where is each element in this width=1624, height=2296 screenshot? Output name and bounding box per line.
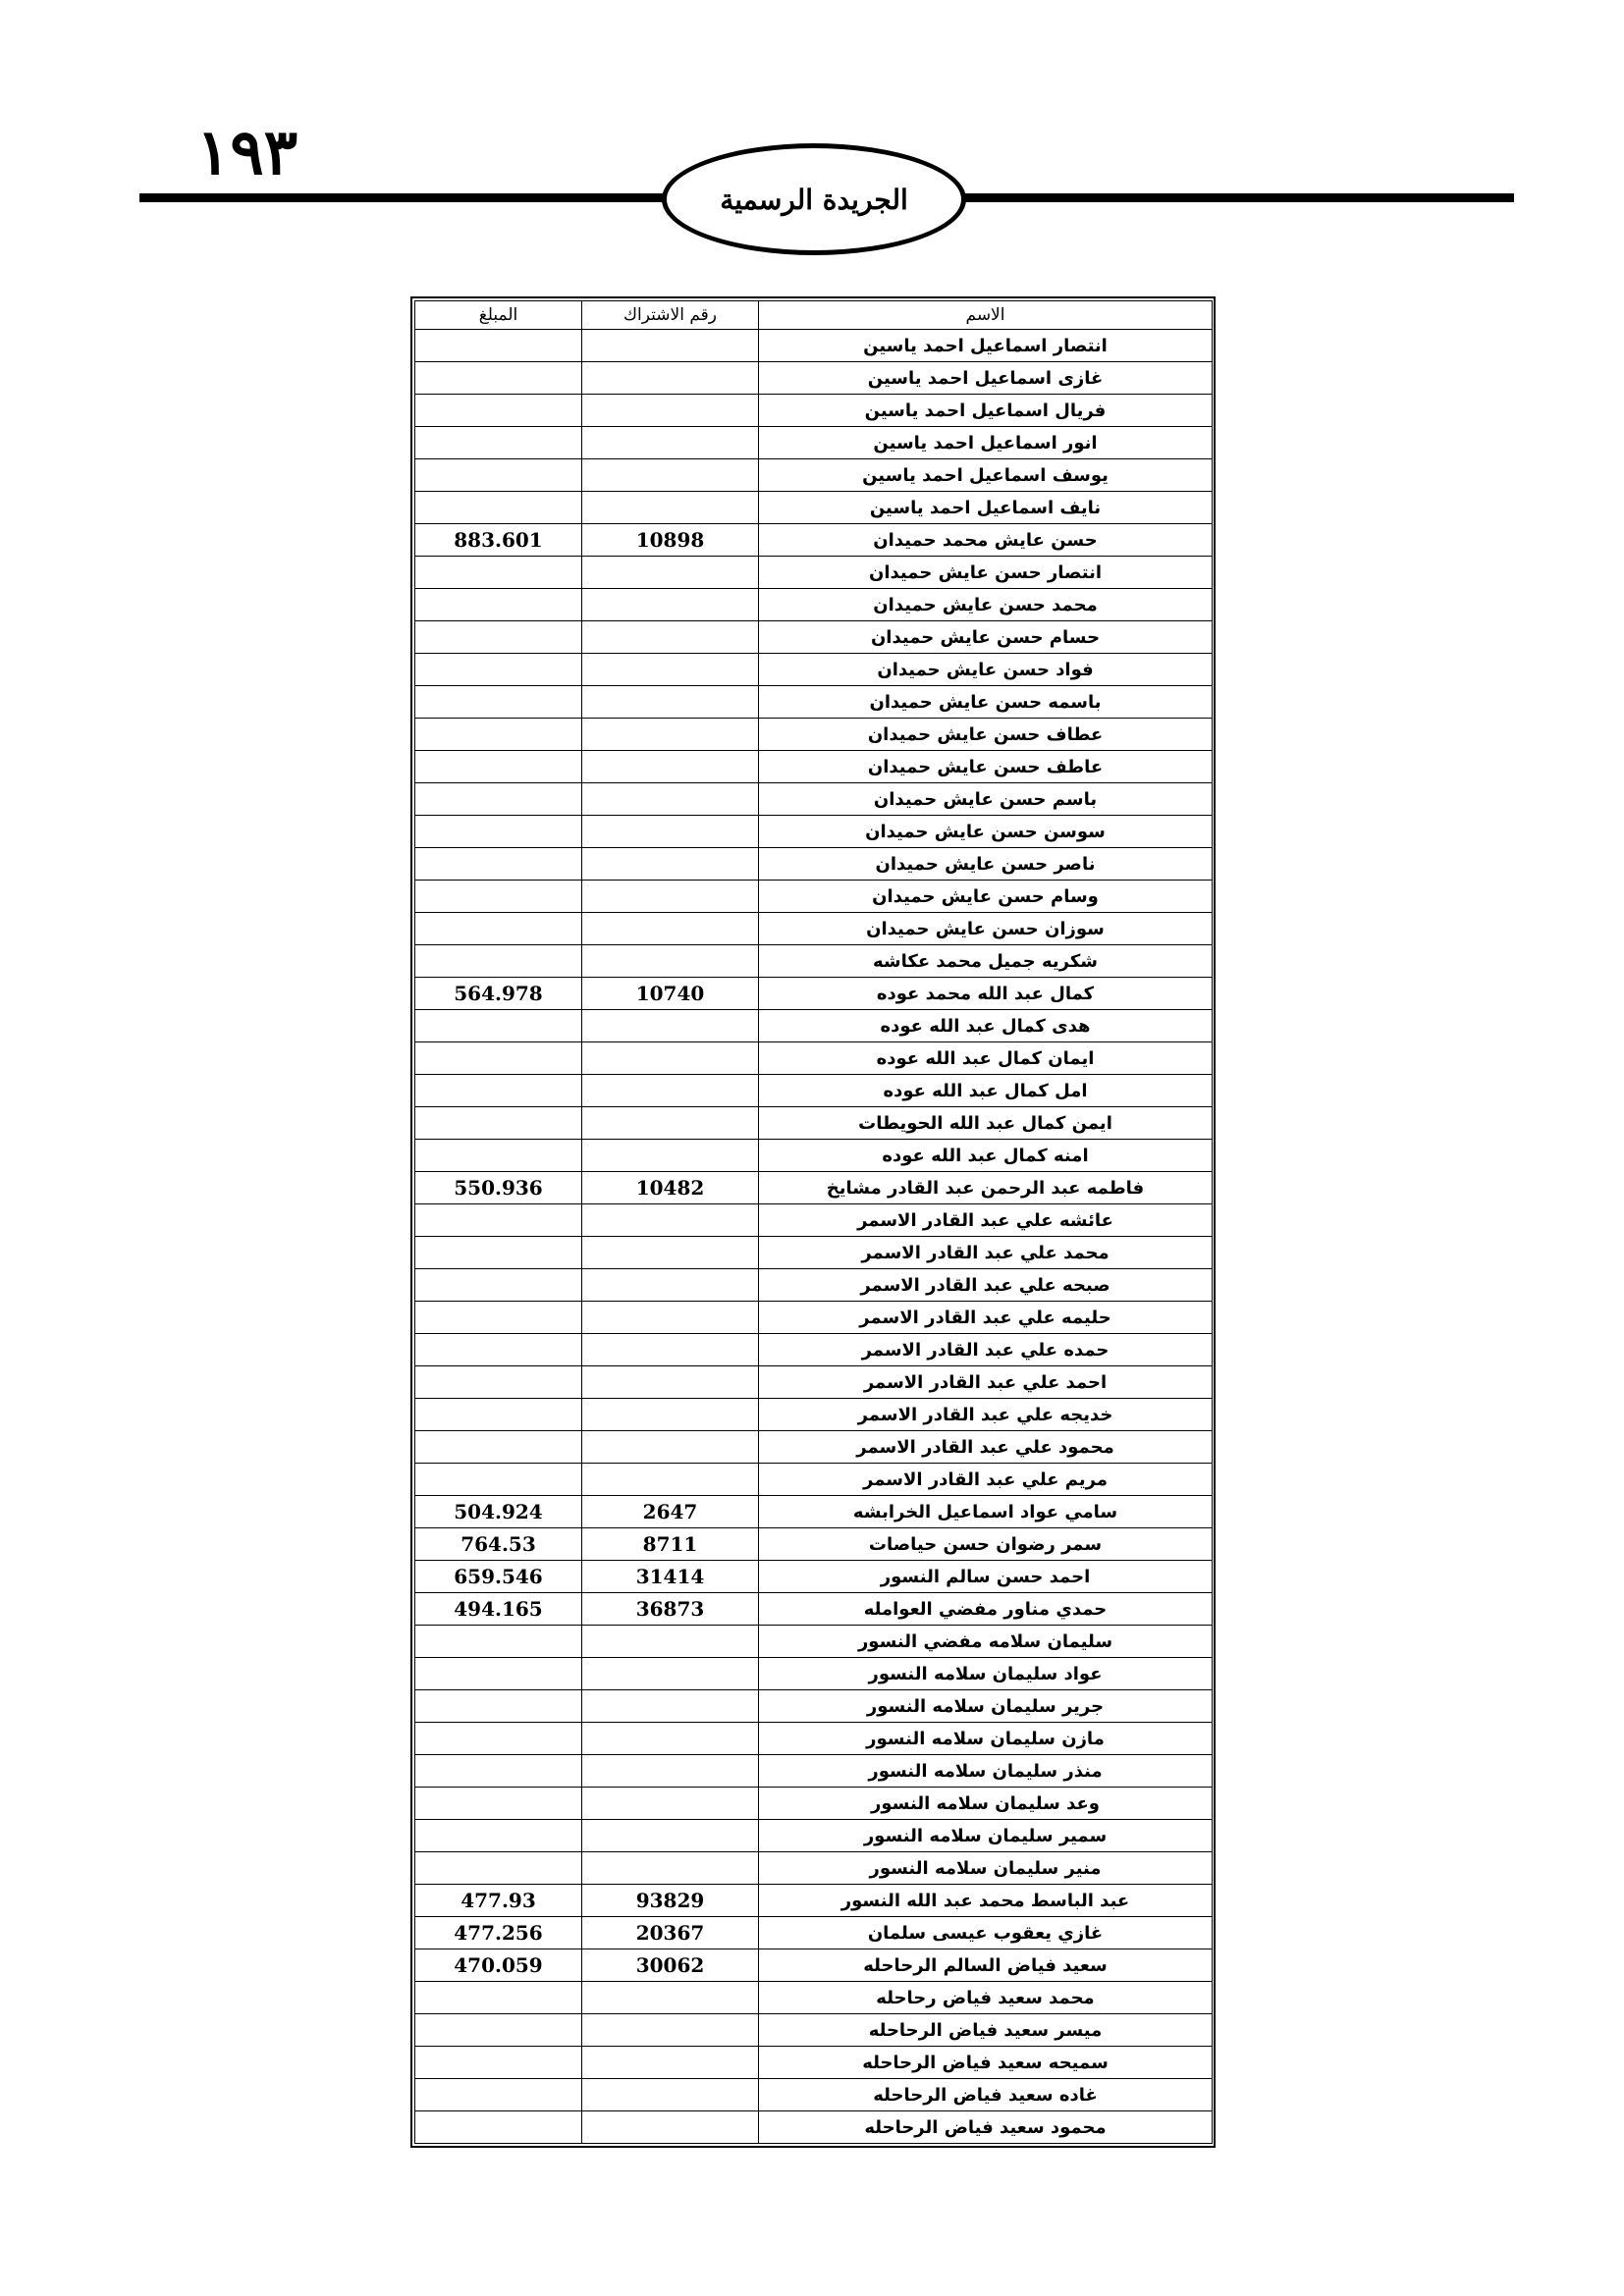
cell-name: عواد سليمان سلامه النسور bbox=[759, 1658, 1213, 1690]
cell-amount bbox=[415, 2014, 582, 2047]
cell-amount: 477.256 bbox=[415, 1917, 582, 1949]
table-row bbox=[415, 459, 1213, 492]
cell-name: غازي يعقوب عيسى سلمان bbox=[759, 1917, 1213, 1949]
cell-name: هدى كمال عبد الله عوده bbox=[759, 1010, 1213, 1042]
cell-amount bbox=[415, 427, 582, 459]
cell-name: مريم علي عبد القادر الاسمر bbox=[759, 1464, 1213, 1496]
table-row bbox=[415, 1982, 1213, 2014]
table-row bbox=[415, 1204, 1213, 1237]
cell-name: ايمن كمال عبد الله الحويطات bbox=[759, 1107, 1213, 1140]
table-row bbox=[415, 1820, 1213, 1852]
table-row bbox=[415, 492, 1213, 524]
cell-amount: 494.165 bbox=[415, 1593, 582, 1626]
cell-subscription-no bbox=[582, 881, 759, 913]
cell-amount bbox=[415, 1269, 582, 1302]
table-row bbox=[415, 1334, 1213, 1366]
cell-subscription-no bbox=[582, 1042, 759, 1075]
cell-name: خديجه علي عبد القادر الاسمر bbox=[759, 1399, 1213, 1431]
cell-name: احمد علي عبد القادر الاسمر bbox=[759, 1366, 1213, 1399]
cell-name: سعيد فياض السالم الرحاحله bbox=[759, 1949, 1213, 1982]
table-row bbox=[415, 1885, 1213, 1917]
cell-name: انتصار حسن عايش حميدان bbox=[759, 557, 1213, 589]
table-body bbox=[415, 330, 1213, 2144]
cell-subscription-no bbox=[582, 1237, 759, 1269]
cell-name: سامي عواد اسماعيل الخرابشه bbox=[759, 1496, 1213, 1528]
table-row bbox=[415, 1010, 1213, 1042]
cell-amount bbox=[415, 1464, 582, 1496]
cell-subscription-no bbox=[582, 654, 759, 686]
cell-subscription-no bbox=[582, 362, 759, 395]
cell-amount bbox=[415, 362, 582, 395]
cell-amount bbox=[415, 492, 582, 524]
cell-subscription-no bbox=[582, 492, 759, 524]
cell-name: كمال عبد الله محمد عوده bbox=[759, 978, 1213, 1010]
header-amount: المبلغ bbox=[415, 301, 582, 330]
cell-subscription-no bbox=[582, 589, 759, 621]
table-row bbox=[415, 816, 1213, 848]
cell-amount bbox=[415, 557, 582, 589]
table-row bbox=[415, 1496, 1213, 1528]
table-row bbox=[415, 1788, 1213, 1820]
cell-name: فاطمه عبد الرحمن عبد القادر مشايخ bbox=[759, 1172, 1213, 1204]
cell-name: عاطف حسن عايش حميدان bbox=[759, 751, 1213, 783]
cell-subscription-no bbox=[582, 1399, 759, 1431]
cell-subscription-no bbox=[582, 1464, 759, 1496]
cell-subscription-no bbox=[582, 783, 759, 816]
cell-name: يوسف اسماعيل احمد ياسين bbox=[759, 459, 1213, 492]
table-row bbox=[415, 2079, 1213, 2111]
cell-subscription-no bbox=[582, 2014, 759, 2047]
cell-amount bbox=[415, 881, 582, 913]
cell-amount bbox=[415, 621, 582, 654]
cell-name: انتصار اسماعيل احمد ياسين bbox=[759, 330, 1213, 362]
cell-subscription-no bbox=[582, 1852, 759, 1885]
cell-subscription-no bbox=[582, 1755, 759, 1788]
cell-subscription-no bbox=[582, 1366, 759, 1399]
cell-subscription-no bbox=[582, 1690, 759, 1723]
cell-amount bbox=[415, 2079, 582, 2111]
table-header-row bbox=[415, 301, 1213, 330]
cell-amount bbox=[415, 654, 582, 686]
cell-name: ناصر حسن عايش حميدان bbox=[759, 848, 1213, 881]
header-subscription-no: رقم الاشتراك bbox=[582, 301, 759, 330]
table-row bbox=[415, 1561, 1213, 1593]
table-row bbox=[415, 1172, 1213, 1204]
table-row bbox=[415, 1917, 1213, 1949]
cell-name: منير سليمان سلامه النسور bbox=[759, 1852, 1213, 1885]
cell-name: حسام حسن عايش حميدان bbox=[759, 621, 1213, 654]
cell-subscription-no bbox=[582, 1140, 759, 1172]
cell-subscription-no bbox=[582, 1010, 759, 1042]
cell-subscription-no bbox=[582, 1204, 759, 1237]
cell-amount bbox=[415, 395, 582, 427]
cell-subscription-no bbox=[582, 2079, 759, 2111]
table-row bbox=[415, 881, 1213, 913]
table-row bbox=[415, 2014, 1213, 2047]
cell-amount bbox=[415, 719, 582, 751]
cell-amount bbox=[415, 1690, 582, 1723]
cell-subscription-no bbox=[582, 557, 759, 589]
table-row bbox=[415, 1107, 1213, 1140]
payments-table-frame bbox=[410, 296, 1216, 2148]
cell-name: نايف اسماعيل احمد ياسين bbox=[759, 492, 1213, 524]
header-oval bbox=[662, 143, 966, 255]
cell-subscription-no bbox=[582, 1431, 759, 1464]
cell-subscription-no bbox=[582, 1107, 759, 1140]
cell-amount bbox=[415, 1302, 582, 1334]
cell-subscription-no bbox=[582, 686, 759, 719]
cell-name: فواد حسن عايش حميدان bbox=[759, 654, 1213, 686]
cell-name: ميسر سعيد فياض الرحاحله bbox=[759, 2014, 1213, 2047]
cell-amount: 883.601 bbox=[415, 524, 582, 557]
cell-amount bbox=[415, 1334, 582, 1366]
cell-name: سمير سليمان سلامه النسور bbox=[759, 1820, 1213, 1852]
cell-name: انور اسماعيل احمد ياسين bbox=[759, 427, 1213, 459]
table-row bbox=[415, 427, 1213, 459]
cell-amount bbox=[415, 816, 582, 848]
table-row bbox=[415, 751, 1213, 783]
cell-amount bbox=[415, 783, 582, 816]
cell-subscription-no: 10482 bbox=[582, 1172, 759, 1204]
table-row bbox=[415, 1269, 1213, 1302]
cell-subscription-no: 2647 bbox=[582, 1496, 759, 1528]
table-row bbox=[415, 1949, 1213, 1982]
table-row bbox=[415, 654, 1213, 686]
cell-amount: 550.936 bbox=[415, 1172, 582, 1204]
cell-name: محمود علي عبد القادر الاسمر bbox=[759, 1431, 1213, 1464]
cell-amount bbox=[415, 1399, 582, 1431]
cell-amount: 477.93 bbox=[415, 1885, 582, 1917]
table-row bbox=[415, 1626, 1213, 1658]
table-row bbox=[415, 1658, 1213, 1690]
cell-subscription-no: 31414 bbox=[582, 1561, 759, 1593]
table-row bbox=[415, 362, 1213, 395]
cell-subscription-no: 93829 bbox=[582, 1885, 759, 1917]
cell-name: حمدي مناور مفضي العوامله bbox=[759, 1593, 1213, 1626]
table-row bbox=[415, 945, 1213, 978]
cell-name: صبحه علي عبد القادر الاسمر bbox=[759, 1269, 1213, 1302]
cell-subscription-no: 10740 bbox=[582, 978, 759, 1010]
cell-amount bbox=[415, 1237, 582, 1269]
cell-subscription-no bbox=[582, 1075, 759, 1107]
table-row bbox=[415, 1464, 1213, 1496]
table-row bbox=[415, 589, 1213, 621]
cell-name: احمد حسن سالم النسور bbox=[759, 1561, 1213, 1593]
cell-subscription-no bbox=[582, 395, 759, 427]
cell-subscription-no bbox=[582, 1658, 759, 1690]
table-row bbox=[415, 1593, 1213, 1626]
cell-amount bbox=[415, 848, 582, 881]
table-row bbox=[415, 2111, 1213, 2144]
cell-name: سوسن حسن عايش حميدان bbox=[759, 816, 1213, 848]
cell-amount bbox=[415, 1723, 582, 1755]
cell-name: فريال اسماعيل احمد ياسين bbox=[759, 395, 1213, 427]
cell-subscription-no: 30062 bbox=[582, 1949, 759, 1982]
cell-amount bbox=[415, 1010, 582, 1042]
table-row bbox=[415, 1755, 1213, 1788]
cell-name: امل كمال عبد الله عوده bbox=[759, 1075, 1213, 1107]
cell-subscription-no bbox=[582, 719, 759, 751]
cell-amount bbox=[415, 1042, 582, 1075]
cell-subscription-no bbox=[582, 1982, 759, 2014]
cell-amount: 564.978 bbox=[415, 978, 582, 1010]
cell-amount bbox=[415, 330, 582, 362]
cell-name: ايمان كمال عبد الله عوده bbox=[759, 1042, 1213, 1075]
table-row bbox=[415, 1042, 1213, 1075]
cell-amount bbox=[415, 945, 582, 978]
cell-amount: 504.924 bbox=[415, 1496, 582, 1528]
table-row bbox=[415, 1399, 1213, 1431]
cell-amount bbox=[415, 1982, 582, 2014]
cell-amount bbox=[415, 459, 582, 492]
cell-name: وسام حسن عايش حميدان bbox=[759, 881, 1213, 913]
cell-subscription-no bbox=[582, 1626, 759, 1658]
table-row bbox=[415, 1852, 1213, 1885]
table-row bbox=[415, 1075, 1213, 1107]
cell-subscription-no bbox=[582, 427, 759, 459]
cell-subscription-no bbox=[582, 1723, 759, 1755]
cell-amount bbox=[415, 1852, 582, 1885]
cell-amount bbox=[415, 1626, 582, 1658]
cell-name: عبد الباسط محمد عبد الله النسور bbox=[759, 1885, 1213, 1917]
cell-name: محمد علي عبد القادر الاسمر bbox=[759, 1237, 1213, 1269]
cell-amount bbox=[415, 2111, 582, 2144]
table-row bbox=[415, 1723, 1213, 1755]
cell-name: باسم حسن عايش حميدان bbox=[759, 783, 1213, 816]
table-row bbox=[415, 1366, 1213, 1399]
table-row bbox=[415, 621, 1213, 654]
cell-subscription-no bbox=[582, 1269, 759, 1302]
cell-name: محمد سعيد فياض رحاحله bbox=[759, 1982, 1213, 2014]
table-row bbox=[415, 913, 1213, 945]
cell-amount bbox=[415, 1075, 582, 1107]
cell-subscription-no bbox=[582, 913, 759, 945]
cell-subscription-no bbox=[582, 945, 759, 978]
cell-name: غازى اسماعيل احمد ياسين bbox=[759, 362, 1213, 395]
cell-subscription-no: 8711 bbox=[582, 1528, 759, 1561]
gazette-title: الجريدة الرسمية bbox=[720, 183, 908, 216]
cell-amount bbox=[415, 1204, 582, 1237]
cell-amount bbox=[415, 1755, 582, 1788]
cell-amount bbox=[415, 1107, 582, 1140]
cell-name: باسمه حسن عايش حميدان bbox=[759, 686, 1213, 719]
cell-name: عائشه علي عبد القادر الاسمر bbox=[759, 1204, 1213, 1237]
cell-name: سليمان سلامه مفضي النسور bbox=[759, 1626, 1213, 1658]
cell-amount: 659.546 bbox=[415, 1561, 582, 1593]
table-row bbox=[415, 524, 1213, 557]
cell-subscription-no bbox=[582, 621, 759, 654]
cell-name: جرير سليمان سلامه النسور bbox=[759, 1690, 1213, 1723]
payments-table bbox=[414, 300, 1213, 2144]
table-row bbox=[415, 848, 1213, 881]
table-row bbox=[415, 783, 1213, 816]
cell-name: محمود سعيد فياض الرحاحله bbox=[759, 2111, 1213, 2144]
cell-amount bbox=[415, 589, 582, 621]
cell-name: سمر رضوان حسن حياصات bbox=[759, 1528, 1213, 1561]
cell-subscription-no bbox=[582, 2047, 759, 2079]
table-row bbox=[415, 1528, 1213, 1561]
cell-name: سوزان حسن عايش حميدان bbox=[759, 913, 1213, 945]
cell-amount: 764.53 bbox=[415, 1528, 582, 1561]
cell-subscription-no: 10898 bbox=[582, 524, 759, 557]
table-row bbox=[415, 1140, 1213, 1172]
cell-subscription-no bbox=[582, 816, 759, 848]
table-row bbox=[415, 1237, 1213, 1269]
cell-subscription-no bbox=[582, 848, 759, 881]
cell-name: غاده سعيد فياض الرحاحله bbox=[759, 2079, 1213, 2111]
cell-name: عطاف حسن عايش حميدان bbox=[759, 719, 1213, 751]
table-row bbox=[415, 1431, 1213, 1464]
table-row bbox=[415, 2047, 1213, 2079]
cell-amount bbox=[415, 2047, 582, 2079]
table-row bbox=[415, 395, 1213, 427]
cell-name: مازن سليمان سلامه النسور bbox=[759, 1723, 1213, 1755]
table-row bbox=[415, 1690, 1213, 1723]
cell-subscription-no bbox=[582, 751, 759, 783]
cell-name: شكريه جميل محمد عكاشه bbox=[759, 945, 1213, 978]
table-row bbox=[415, 557, 1213, 589]
cell-name: حمده علي عبد القادر الاسمر bbox=[759, 1334, 1213, 1366]
table-row bbox=[415, 1302, 1213, 1334]
table-row bbox=[415, 686, 1213, 719]
cell-name: حسن عايش محمد حميدان bbox=[759, 524, 1213, 557]
cell-subscription-no bbox=[582, 1820, 759, 1852]
cell-amount bbox=[415, 1788, 582, 1820]
cell-name: منذر سليمان سلامه النسور bbox=[759, 1755, 1213, 1788]
cell-subscription-no bbox=[582, 459, 759, 492]
cell-amount bbox=[415, 1431, 582, 1464]
cell-amount bbox=[415, 1820, 582, 1852]
cell-amount bbox=[415, 686, 582, 719]
table-row bbox=[415, 719, 1213, 751]
cell-amount: 470.059 bbox=[415, 1949, 582, 1982]
cell-amount bbox=[415, 751, 582, 783]
cell-amount bbox=[415, 913, 582, 945]
cell-subscription-no bbox=[582, 1302, 759, 1334]
table-row bbox=[415, 978, 1213, 1010]
cell-subscription-no: 36873 bbox=[582, 1593, 759, 1626]
page-number: ١٩٣ bbox=[196, 116, 298, 189]
cell-name: امنه كمال عبد الله عوده bbox=[759, 1140, 1213, 1172]
cell-name: سميحه سعيد فياض الرحاحله bbox=[759, 2047, 1213, 2079]
header-name: الاسم bbox=[759, 301, 1213, 330]
cell-subscription-no bbox=[582, 330, 759, 362]
cell-subscription-no bbox=[582, 1334, 759, 1366]
cell-subscription-no: 20367 bbox=[582, 1917, 759, 1949]
cell-name: وعد سليمان سلامه النسور bbox=[759, 1788, 1213, 1820]
cell-amount bbox=[415, 1366, 582, 1399]
cell-amount bbox=[415, 1658, 582, 1690]
cell-subscription-no bbox=[582, 2111, 759, 2144]
cell-amount bbox=[415, 1140, 582, 1172]
cell-subscription-no bbox=[582, 1788, 759, 1820]
cell-name: حليمه علي عبد القادر الاسمر bbox=[759, 1302, 1213, 1334]
table-row bbox=[415, 330, 1213, 362]
cell-name: محمد حسن عايش حميدان bbox=[759, 589, 1213, 621]
